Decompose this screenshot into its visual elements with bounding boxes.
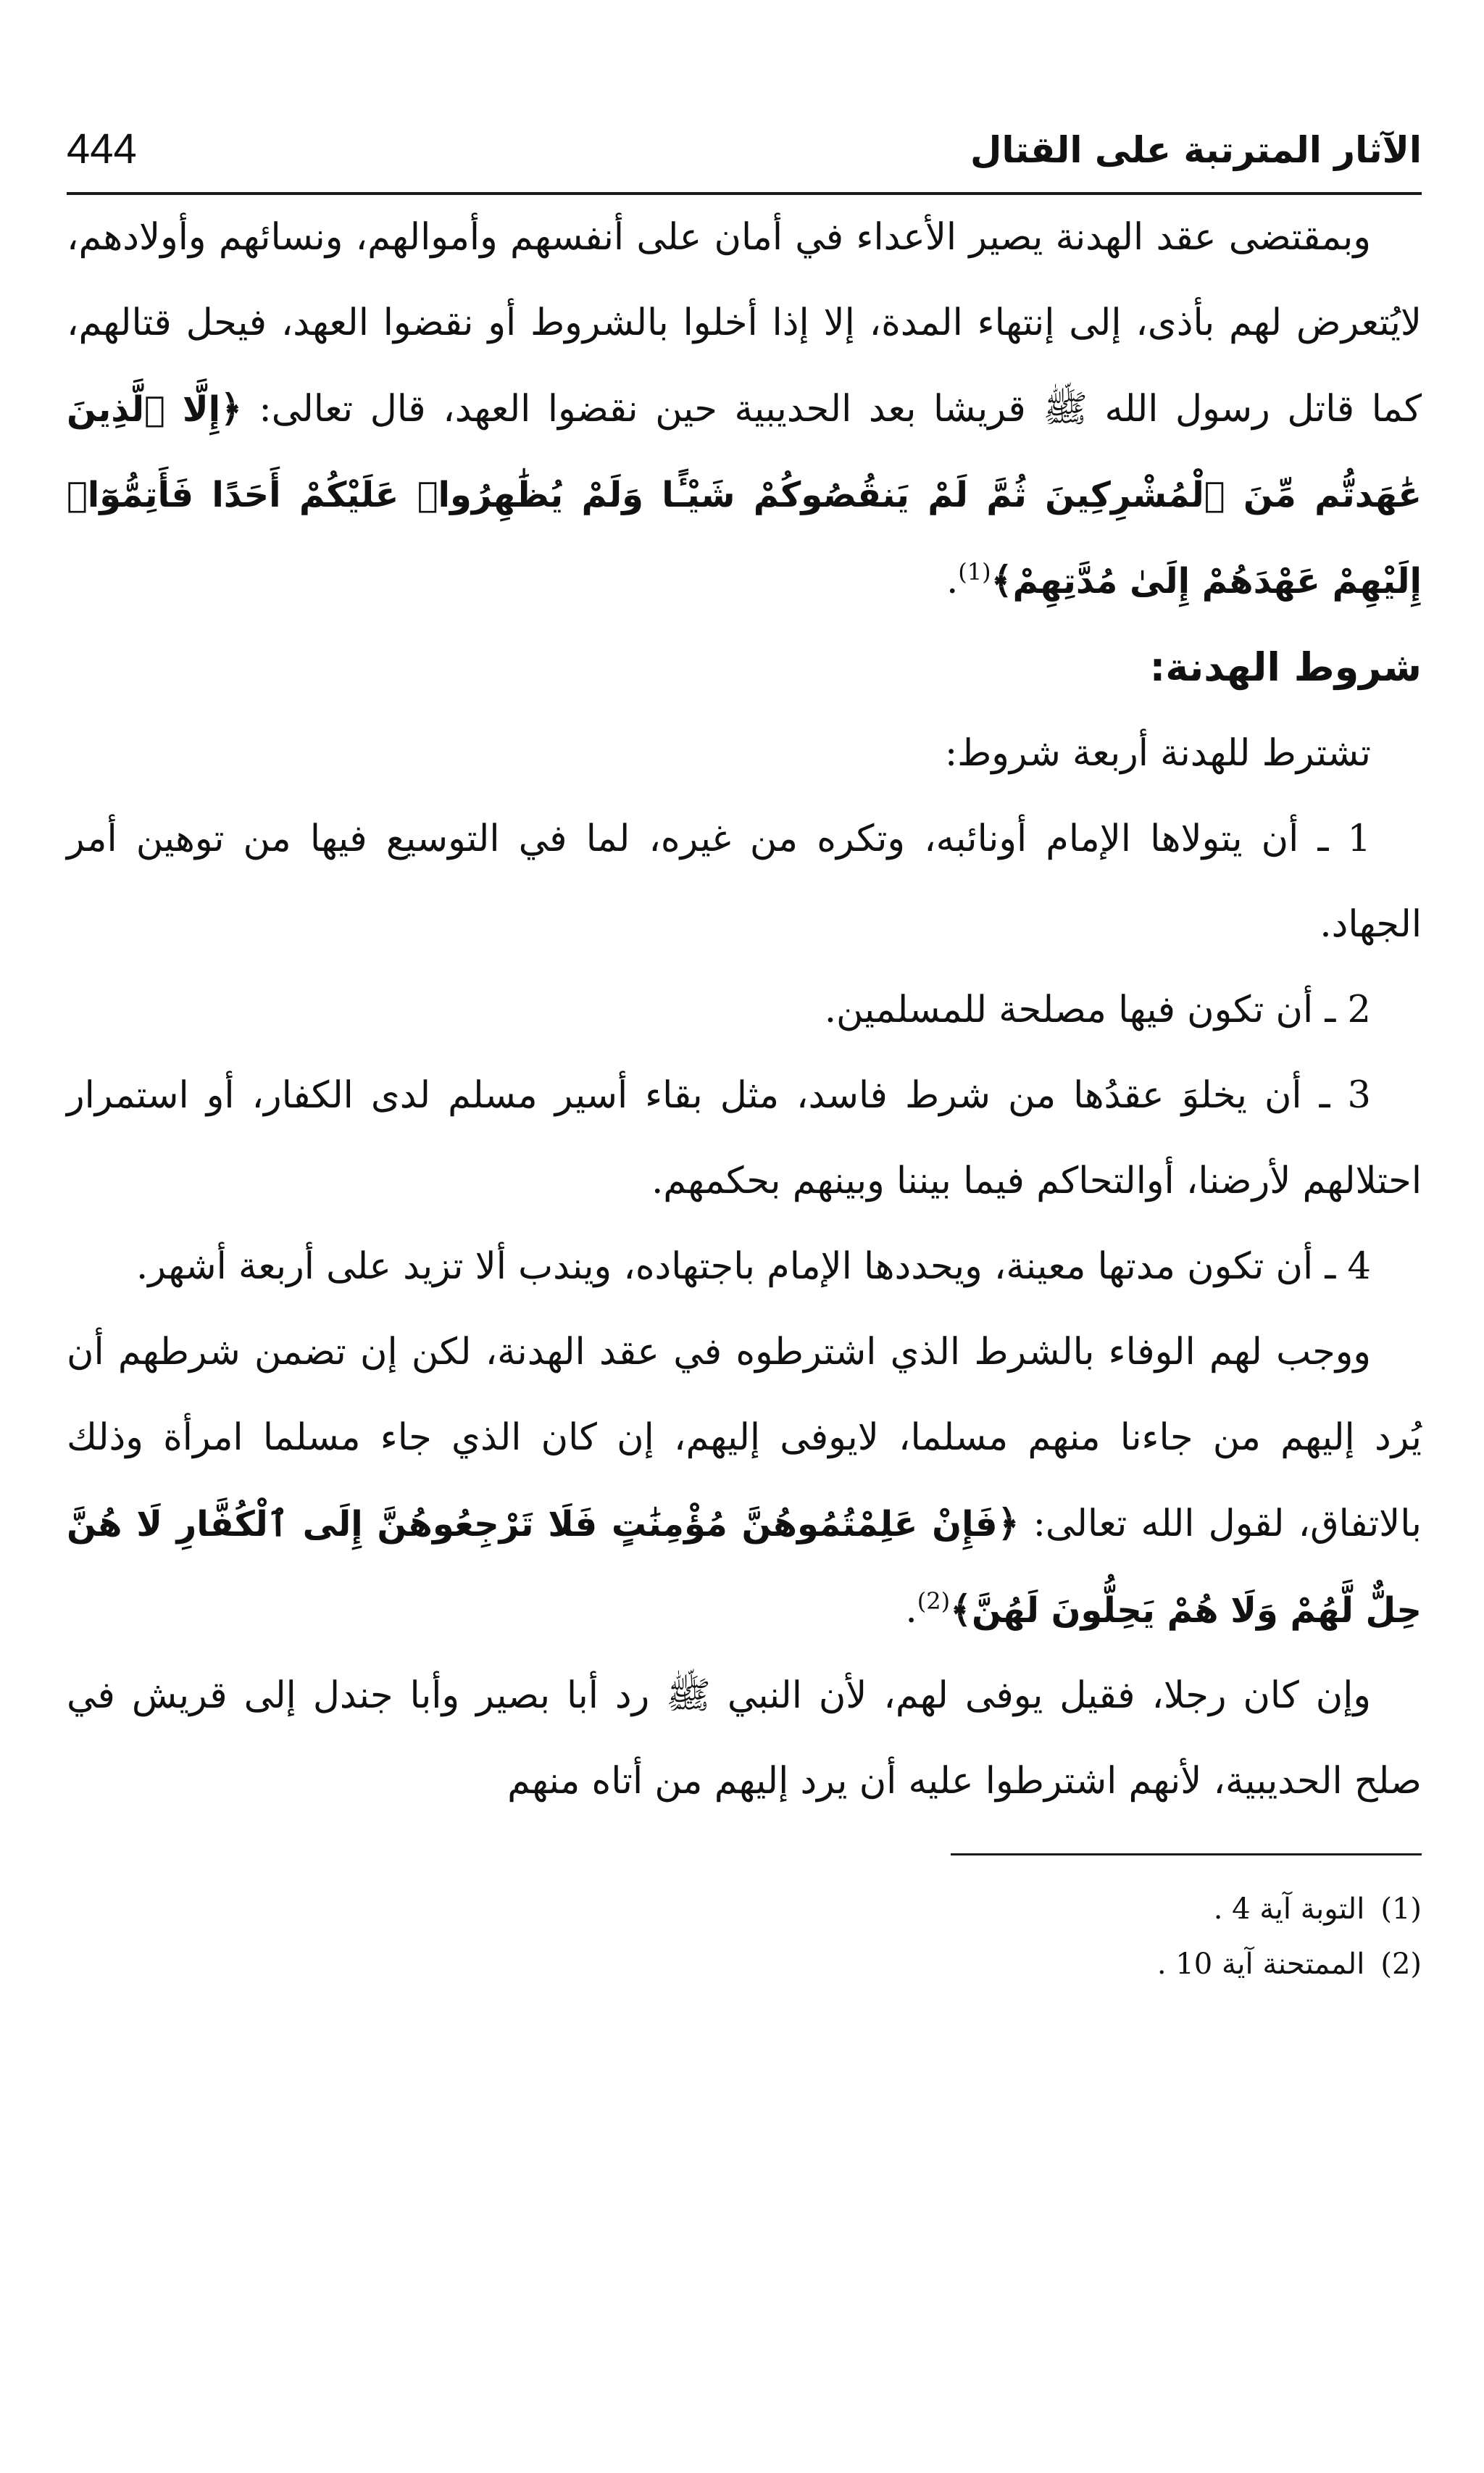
intro-end: . [946,560,959,602]
obligation-text: ووجب لهم الوفاء بالشرط الذي اشترطوه في عقد الهدنة، لكن إن تضمن شرطهم أن يُرد إليهم من جاءنا منهم مسلما، لايوفى إليهم، إن كان الذي جاء مسلما امرأة وذلك بالاتفاق، لقول الله تعالى: [67,1331,1422,1545]
footnote-text: الممتحنة آية 10 . [1156,1948,1365,1981]
quran-verse-tawbah: إِلَّا ٱلَّذِينَ عَٰهَدتُّم مِّنَ ٱلْمُشْرِكِينَ ثُمَّ لَمْ يَنقُصُوكُمْ شَيْـًٔا وَلَمْ يُظَٰهِرُوا۟ عَلَيْكُمْ أَحَدًا فَأَتِمُّوٓا۟ إِلَيْهِمْ عَهْدَهُمْ إِلَىٰ مُدَّتِهِمْ [67,389,1422,602]
verse-open-bracket: ﴿ [220,387,242,431]
section-heading: شروط الهدنة: [1149,644,1422,690]
obligation-paragraph [67,1310,1422,1653]
condition-item-3: 3 ـ أن يخلوَ عقدُها من شرط فاسد، مثل بقاء أسير مسلم لدى الكفار، أو استمرار احتلالهم لأرضنا، أوالتحاكم فيما بيننا وبينهم بحكمهم. [67,1074,1422,1202]
verse-close-bracket: ﴾ [950,1588,972,1632]
footnote-2 [67,1937,1422,1992]
closing-paragraph: وإن كان رجلا، فقيل يوفى لهم، لأن النبي ﷺ رد أبا بصير وأبا جندل إلى قريش في صلح الحديبية، لأنهم اشترطوا عليه أن يرد إليهم من أتاه منهم [67,1674,1422,1803]
body-text [67,195,1422,1824]
conditions-lead: تشترط للهدنة أربعة شروط: [944,732,1371,775]
footnote-number: (1) [1380,1892,1422,1926]
condition-item-2: 2 ـ أن تكون فيها مصلحة للمسلمين. [824,989,1371,1031]
verse-open-bracket: ﴿ [997,1502,1020,1545]
footnote-ref-2: (2) [917,1587,951,1615]
verse-close-bracket: ﴾ [991,559,1013,602]
book-page [67,109,1422,2370]
condition-item-1: 1 ـ أن يتولاها الإمام أونائبه، وتكره من غيره، لما في التوسيع فيها من توهين أمر الجهاد. [67,818,1422,946]
page-number: 444 [67,125,137,173]
intro-text: وبمقتضى عقد الهدنة يصير الأعداء في أمان على أنفسهم وأموالهم، ونسائهم وأولادهم، لايُتعرض لهم بأذى، إلى إنتهاء المدة، إلا إذا أخلوا بالشروط أو نقضوا العهد، فيحل قتالهم، كما قاتل رسول الله ﷺ قريشا بعد الحديبية حين نقضوا العهد، قال تعالى: [67,216,1422,431]
footnote-1 [67,1882,1422,1937]
running-title: الآثار المترتبة على القتال [970,129,1422,171]
condition-item-4: 4 ـ أن تكون مدتها معينة، ويحددها الإمام باجتهاده، ويندب ألا تزيد على أربعة أشهر. [136,1245,1371,1288]
footnote-divider [951,1853,1422,1855]
footnotes [67,1882,1422,1992]
footnote-ref-1: (1) [958,558,991,586]
running-header [67,109,1422,195]
intro-paragraph [67,195,1422,624]
footnote-number: (2) [1380,1948,1422,1981]
quran-verse-mumtahanah: فَإِنْ عَلِمْتُمُوهُنَّ مُؤْمِنَٰتٍ فَلَا تَرْجِعُوهُنَّ إِلَى ٱلْكُفَّارِ لَا هُنَّ حِلٌّ لَّهُمْ وَلَا هُمْ يَحِلُّونَ لَهُنَّ [67,1504,1422,1631]
obligation-end: . [905,1589,917,1632]
footnote-text: التوبة آية 4 . [1213,1892,1365,1926]
